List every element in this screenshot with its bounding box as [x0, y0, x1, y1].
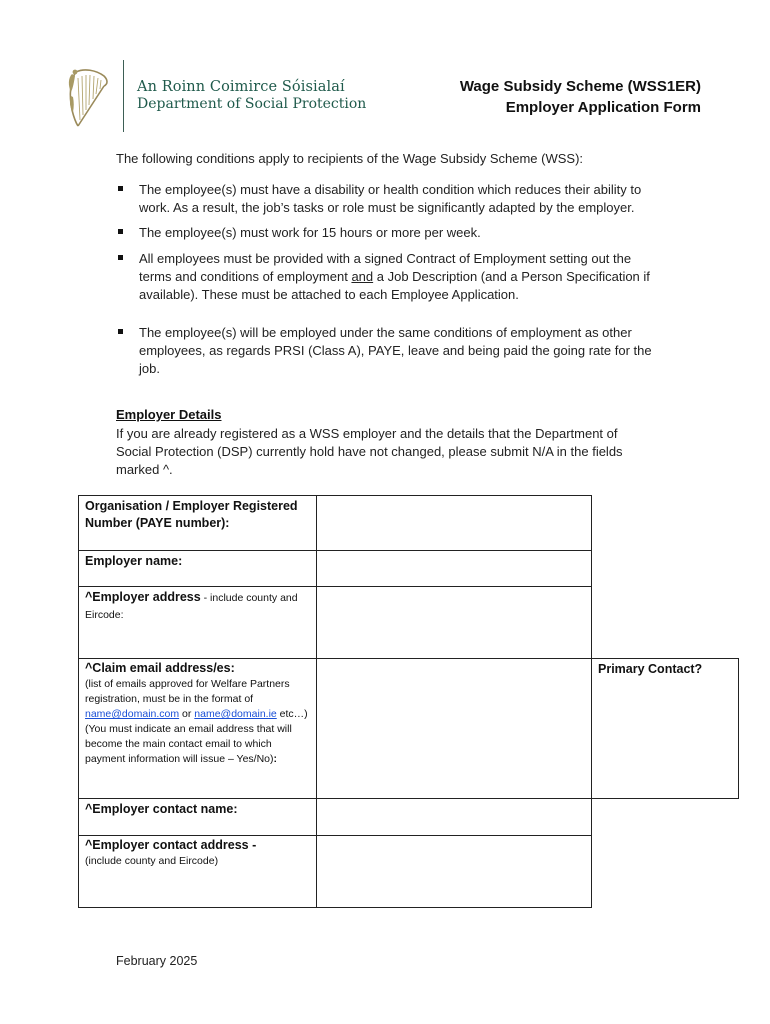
conditions-intro: The following conditions apply to recipients of the Wage Subsidy Scheme (WSS):	[116, 151, 584, 166]
employer-details-intro: If you are already registered as a WSS employer and the details that the Department of Social Protection (DSP) currently hold have not changed, please submit N/A in the fields marked ^.	[116, 426, 623, 477]
employer-details-heading: Employer Details	[116, 407, 222, 422]
form-title-line2: Employer Application Form	[505, 99, 701, 116]
condition-item: The employee(s) must work for 15 hours or more per week.	[116, 224, 661, 242]
condition-item: The employee(s) must have a disability or health condition which reduces their ability to work. As a result, the job’s tasks or role must be significantly adapted by the employer.	[116, 181, 661, 217]
condition-item: All employees must be provided with a signed Contract of Employment setting out the terms and conditions of employment and a Job Description (and a Person Specification if available). These must be attached to each Employee Application.	[116, 250, 661, 304]
email-example-link-com[interactable]: name@domain.com	[85, 708, 180, 720]
employer-name-label: Employer name:	[78, 550, 317, 587]
reg-number-field[interactable]	[316, 495, 592, 551]
conditions-list	[116, 181, 661, 378]
contact-address-field[interactable]	[316, 835, 592, 908]
employer-address-field[interactable]	[316, 586, 592, 659]
claim-email-field[interactable]	[316, 658, 592, 799]
department-name-english: Department of Social Protection	[137, 96, 367, 112]
footer-date: February 2025	[116, 954, 198, 968]
form-title	[460, 76, 701, 118]
email-example-link-ie[interactable]: name@domain.ie	[194, 708, 277, 720]
department-name-irish: An Roinn Coimirce Sóisialaí	[137, 79, 345, 95]
primary-contact-label: Primary Contact?	[591, 658, 739, 799]
header-divider	[123, 60, 124, 132]
employer-name-field[interactable]	[316, 550, 592, 587]
contact-name-field[interactable]	[316, 798, 592, 836]
claim-email-label: ^Claim email address/es: (list of emails approved for Welfare Partners registration, must be in the format of name@domain.com or name@domain.ie etc…) (You must indicate an email address that will become the main contact email to which payment information will issue – Yes/No):	[78, 658, 317, 799]
employer-address-label: ^Employer address - include county and Eircode:	[78, 586, 317, 659]
harp-icon	[66, 66, 112, 128]
reg-number-label: Organisation / Employer Registered Number (PAYE number):	[78, 495, 317, 551]
contact-name-label: ^Employer contact name:	[78, 798, 317, 836]
condition-item: The employee(s) will be employed under the same conditions of employment as other employees, as regards PRSI (Class A), PAYE, leave and being paid the going rate for the job.	[116, 324, 661, 378]
form-title-line1: Wage Subsidy Scheme (WSS1ER)	[459, 78, 701, 95]
underlined-and: and	[351, 269, 374, 284]
contact-address-label: ^Employer contact address - (include county and Eircode)	[78, 835, 317, 908]
